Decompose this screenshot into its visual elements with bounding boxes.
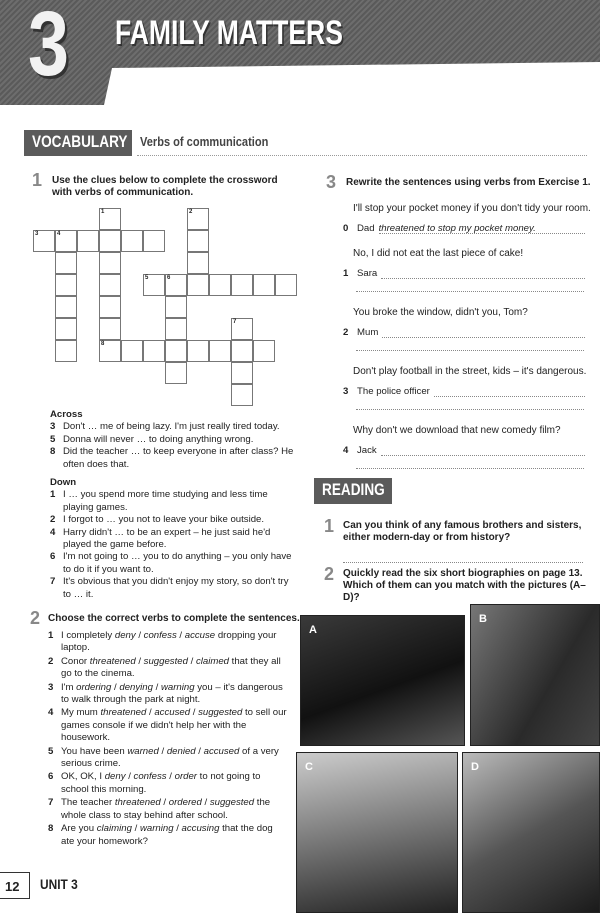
clue-text: Did the teacher … to keep everyone in after class? He often does that. [63, 446, 294, 470]
divider [137, 155, 587, 156]
clue [50, 489, 295, 514]
sentence-text [61, 630, 288, 655]
rewrite-row [343, 223, 585, 234]
clues [50, 405, 295, 601]
crossword-cell[interactable] [165, 362, 187, 384]
unit-number: 3 [28, 0, 69, 95]
clue-text: I … you spend more time studying and less time playing games. [63, 489, 268, 513]
clue-number: 5 [50, 433, 56, 445]
sentence-start: Jack [357, 445, 377, 456]
sentence-text [61, 682, 288, 707]
crossword-cell[interactable] [55, 340, 77, 362]
item-number: 3 [48, 681, 54, 693]
crossword-cell[interactable] [231, 384, 253, 406]
clue-number: 2 [50, 514, 56, 526]
clue [50, 576, 295, 601]
unit-title: FAMILY MATTERS [115, 14, 343, 52]
separator: / [158, 745, 167, 757]
verb-choice[interactable]: ordering [76, 681, 112, 693]
sentence-end: you – it's dangerous to walk through the park at night. [61, 681, 283, 706]
verb-choice[interactable]: suggested [143, 655, 188, 667]
exercise-instruction: Rewrite the sentences using verbs from Exercise 1. [346, 177, 591, 188]
separator: / [160, 797, 169, 809]
clue [50, 434, 295, 446]
item-number: 1 [48, 630, 54, 641]
photo-b: B [470, 604, 600, 746]
verb-choice[interactable]: suggested [209, 797, 255, 809]
sentence-item [48, 656, 288, 681]
prompt-sentence: I'll stop your pocket money if you don't tidy your room. [353, 203, 591, 214]
down-clues [50, 489, 295, 601]
crossword-number: 4 [57, 231, 61, 237]
separator: / [187, 655, 196, 667]
crossword-cell[interactable] [143, 230, 165, 252]
crossword-cell[interactable] [55, 296, 77, 318]
item-number: 2 [343, 327, 349, 338]
clue-number: 4 [50, 526, 56, 538]
verb-choice[interactable]: denied [166, 745, 196, 757]
verb-choice[interactable]: accusing [181, 823, 220, 835]
exercise-instruction: Use the clues below to complete the crossword with verbs of communication. [52, 175, 278, 198]
separator: / [166, 771, 175, 783]
verb-choice[interactable]: confess [143, 630, 177, 641]
answer-line[interactable] [356, 399, 584, 410]
verb-choice[interactable]: warning [160, 681, 195, 693]
verb-choice[interactable]: warned [127, 745, 159, 757]
sentence-end: that the dog ate your homework? [61, 823, 273, 847]
item-number: 3 [343, 386, 349, 397]
verb-choice[interactable]: confess [133, 771, 167, 783]
clue-number: 1 [50, 489, 56, 501]
crossword-cell[interactable] [99, 274, 121, 296]
sentence-text [61, 823, 288, 848]
sentence-text [61, 771, 288, 796]
prompt-sentence: No, I did not eat the last piece of cake! [353, 248, 524, 259]
reading-question-2: Quickly read the six short biographies on page 13. Which of them can you match with the pictures (A–D)? [343, 568, 586, 603]
sentence-end: the whole class to stay behind after school. [61, 797, 271, 821]
sentence-end: dropping your laptop. [61, 630, 277, 654]
crossword-cell[interactable] [165, 318, 187, 340]
answer-line[interactable] [356, 458, 584, 469]
rewrite-row [343, 386, 585, 397]
rewrite-row [343, 445, 585, 456]
verb-choice[interactable]: threatened [114, 797, 161, 809]
crossword-cell[interactable] [77, 230, 99, 252]
clue [50, 421, 295, 433]
sentence-end: to not going to school this morning. [61, 771, 261, 795]
sentence-item [48, 771, 288, 796]
item-number: 2 [48, 655, 54, 667]
crossword-cell[interactable] [209, 340, 231, 362]
sentence-start: Sara [357, 268, 378, 279]
clue-text: Donna will never … to doing anything wrong. [63, 433, 254, 445]
sentence-item [48, 797, 288, 822]
clue-text: It's obvious that you didn't enjoy my story, so don't try to … it. [63, 576, 289, 600]
prompt-sentence: You broke the window, didn't you, Tom? [353, 307, 528, 318]
exercise-number: 1 [32, 170, 43, 190]
crossword-number: 7 [233, 319, 237, 325]
crossword-cell[interactable] [121, 230, 143, 252]
sentence-start: The teacher [61, 797, 115, 809]
clue-text: I'm not going to … you to do anything – you only have to do it if you want to. [63, 551, 292, 575]
separator: / [152, 681, 161, 693]
sentence-text [61, 656, 288, 681]
answer-field[interactable] [381, 445, 585, 456]
crossword-cell[interactable] [187, 274, 209, 296]
clue-number: 8 [50, 446, 56, 458]
sentence-start: You have been [61, 745, 128, 757]
crossword-cell[interactable] [143, 340, 165, 362]
separator: / [173, 823, 182, 835]
item-number: 0 [343, 223, 349, 234]
clue-number: 7 [50, 576, 56, 588]
answer-field[interactable]: threatened to stop my pocket money. [379, 223, 585, 234]
clue [50, 527, 295, 552]
sentence-item [48, 823, 288, 848]
crossword-cell[interactable] [253, 340, 275, 362]
crossword-cell[interactable] [55, 274, 77, 296]
clue [50, 446, 295, 471]
sentence-item [48, 682, 288, 707]
crossword-number: 2 [189, 209, 193, 215]
crossword-number: 1 [101, 209, 105, 215]
crossword-cell[interactable] [231, 340, 253, 362]
sentence-start: Mum [357, 327, 379, 338]
item-number: 6 [48, 771, 54, 783]
reading-question-1: Can you think of any famous brothers and sisters, either modern-day or from history? [343, 520, 582, 543]
crossword-cell[interactable] [187, 252, 209, 274]
page-number: 12 [0, 872, 30, 899]
separator: / [190, 707, 199, 719]
crossword-cell[interactable] [187, 340, 209, 362]
question-number: 1 [324, 516, 335, 536]
answer-field[interactable] [381, 268, 585, 279]
sentence-start: Are you [61, 823, 97, 835]
sentence-item [48, 746, 288, 771]
crossword-cell[interactable] [55, 318, 77, 340]
crossword-cell[interactable] [99, 318, 121, 340]
answer-field[interactable] [382, 327, 585, 338]
item-number: 5 [48, 745, 54, 757]
exercise-instruction: Choose the correct verbs to complete the sentences. [48, 613, 300, 624]
crossword-cell[interactable] [187, 230, 209, 252]
clue-number: 3 [50, 421, 56, 433]
clue-number: 6 [50, 551, 56, 563]
verb-choice[interactable]: warning [139, 823, 174, 835]
crossword-cell[interactable] [121, 340, 143, 362]
across-clues [50, 421, 295, 471]
separator: / [146, 707, 155, 719]
sentence-item [48, 630, 288, 655]
verb-choice[interactable]: suggested [198, 707, 243, 719]
clue [50, 551, 295, 576]
separator: / [135, 655, 144, 667]
sentence-start: Dad [357, 223, 375, 234]
photo-a: A [300, 615, 465, 746]
verb-choice[interactable]: order [174, 771, 198, 783]
verb-choice[interactable]: denying [119, 681, 153, 693]
sentence-start: Conor [61, 655, 90, 667]
crossword-number: 8 [101, 341, 105, 347]
separator: / [195, 745, 204, 757]
separator: / [201, 797, 210, 809]
clue-text: I forgot to … you not to leave your bike outside. [63, 514, 265, 526]
crossword-cell[interactable] [99, 252, 121, 274]
sentence-start: I completely [61, 630, 115, 641]
reading-tag: READING [314, 478, 392, 504]
separator: / [125, 771, 134, 783]
prompt-sentence: Don't play football in the street, kids – it's dangerous. [353, 366, 587, 377]
verb-choice[interactable]: deny [114, 630, 136, 641]
sentence-start: OK, OK, I [61, 771, 105, 783]
sentence-end: of a very serious crime. [61, 745, 279, 770]
clue-text: Harry didn't … to be an expert – he just said he'd played the game before. [63, 526, 271, 551]
sentence-text [61, 797, 288, 822]
item-number: 4 [48, 707, 54, 719]
rewrite-row [343, 268, 585, 279]
sentence-start: My mum [61, 707, 101, 719]
item-number: 8 [48, 823, 54, 835]
verb-choice[interactable]: claimed [195, 655, 230, 667]
verb-choice[interactable]: ordered [168, 797, 202, 809]
sentence-start: I'm [61, 681, 77, 693]
answer-line[interactable] [356, 281, 584, 292]
rewrite-row [343, 327, 585, 338]
crossword-cell[interactable] [209, 274, 231, 296]
photo-d: D [462, 752, 600, 913]
answer-field[interactable] [434, 386, 585, 397]
item-number: 4 [343, 445, 349, 456]
separator: / [111, 681, 120, 693]
sentence-text [61, 746, 288, 771]
item-number: 7 [48, 797, 54, 809]
answer-line[interactable] [343, 552, 583, 563]
sentence-start: The police officer [357, 386, 430, 397]
crossword-cell[interactable] [275, 274, 297, 296]
answer-line[interactable] [356, 340, 584, 351]
sentence-text [61, 707, 288, 744]
vocabulary-tag: VOCABULARY [24, 130, 132, 156]
footer-unit: UNIT 3 [40, 876, 78, 892]
verb-choice[interactable]: claiming [96, 823, 132, 835]
exercise-number: 3 [326, 172, 337, 192]
crossword-cell[interactable] [99, 230, 121, 252]
clue-text: Don't … me of being lazy. I'm just really tired today. [63, 421, 280, 433]
sentence-item [48, 707, 288, 744]
item-number: 1 [343, 268, 349, 279]
crossword-cell[interactable] [55, 252, 77, 274]
vocabulary-subtitle: Verbs of communication [140, 134, 269, 149]
question-number: 2 [324, 564, 335, 584]
crossword-cell[interactable] [253, 274, 275, 296]
prompt-sentence: Why don't we download that new comedy film? [353, 425, 561, 436]
separator: / [135, 630, 144, 641]
verb-choice[interactable]: deny [104, 771, 126, 783]
crossword-cell[interactable] [231, 362, 253, 384]
verb-choice[interactable]: accuse [184, 630, 216, 641]
verb-choice[interactable]: threatened [89, 655, 136, 667]
exercise-2-items [48, 630, 288, 849]
across-heading: Across [50, 409, 83, 420]
crossword-cell[interactable] [165, 340, 187, 362]
photo-c: C [296, 752, 458, 913]
crossword-cell[interactable] [231, 274, 253, 296]
down-heading: Down [50, 477, 77, 489]
separator: / [176, 630, 185, 641]
sentence-end: that they all go to the cinema. [61, 655, 281, 680]
verb-choice[interactable]: threatened [100, 707, 147, 719]
exercise-number: 2 [30, 608, 41, 628]
crossword-number: 6 [167, 275, 171, 281]
verb-choice[interactable]: accused [154, 707, 191, 719]
crossword-number: 5 [145, 275, 149, 281]
crossword-cell[interactable] [99, 296, 121, 318]
verb-choice[interactable]: accused [203, 745, 240, 757]
separator: / [131, 823, 140, 835]
sentence-end: to sell our games console if we didn't help her with the housework. [61, 707, 287, 744]
clue [50, 514, 295, 526]
crossword-number: 3 [35, 231, 39, 237]
crossword-cell[interactable] [165, 296, 187, 318]
